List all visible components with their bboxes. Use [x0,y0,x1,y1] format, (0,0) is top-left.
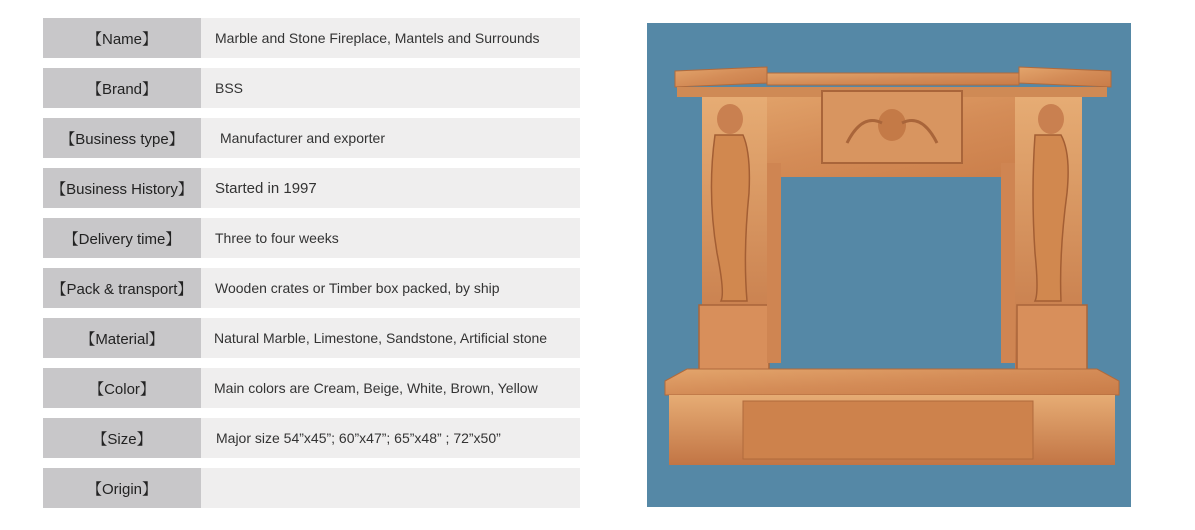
spec-value: Wooden crates or Timber box packed, by ship [201,268,580,308]
spec-label: 【Pack & transport】 [43,268,201,308]
spec-value: Marble and Stone Fireplace, Mantels and Surrounds [201,18,580,58]
spec-label: 【Business type】 [43,118,201,158]
spec-row-material [43,318,580,358]
spec-row-size [43,418,580,458]
spec-row-business-history [43,168,580,208]
spec-row-origin [43,468,580,508]
spec-label: 【Origin】 [43,468,201,508]
spec-label: 【Color】 [43,368,201,408]
product-photo [647,23,1131,507]
spec-label: 【Business History】 [43,168,201,208]
spec-row-brand [43,68,580,108]
spec-row-delivery-time [43,218,580,258]
spec-label: 【Size】 [43,418,201,458]
spec-value: BSS [201,68,580,108]
spec-row-color [43,368,580,408]
spec-value: Natural Marble, Limestone, Sandstone, Artificial stone [201,318,580,358]
spec-label: 【Material】 [43,318,201,358]
spec-label: 【Delivery time】 [43,218,201,258]
spec-label: 【Brand】 [43,68,201,108]
spec-value: Three to four weeks [201,218,580,258]
spec-value: Started in 1997 [201,168,580,208]
product-spec-table [43,18,580,518]
spec-row-name [43,18,580,58]
spec-value: Manufacturer and exporter [201,118,580,158]
fireplace-image [647,23,1131,507]
spec-value [201,468,580,508]
spec-row-pack-transport [43,268,580,308]
spec-row-business-type [43,118,580,158]
spec-value: Major size 54”x45”; 60”x47”; 65”x48” ; 72”x50” [201,418,580,458]
spec-label: 【Name】 [43,18,201,58]
spec-value: Main colors are Cream, Beige, White, Brown, Yellow [201,368,580,408]
